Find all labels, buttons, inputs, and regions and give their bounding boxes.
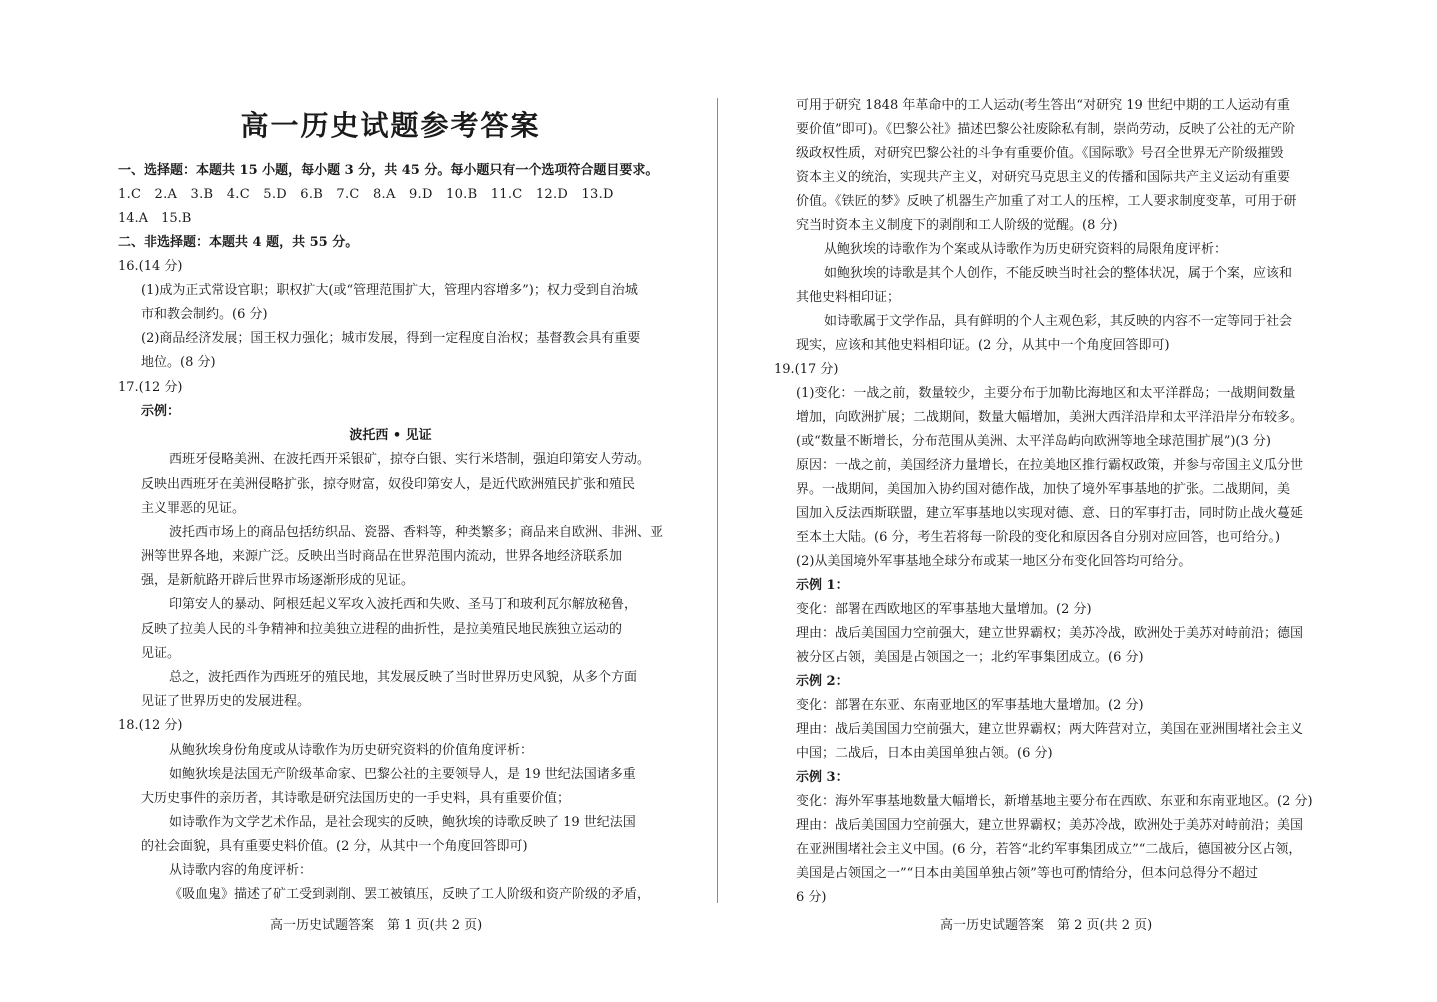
answer-line: 从鲍狄埃身份角度或从诗歌作为历史研究资料的价值角度评析： [169, 743, 534, 758]
answer-line: 强，是新航路开辟后世界市场逐渐形成的见证。 [141, 573, 415, 588]
answer-line: 6 分) [796, 890, 827, 905]
answer-line: 至本土大陆。(6 分，考生若将每一阶段的变化和原因各自分别对应回答，也可给分。) [796, 530, 1281, 545]
example-label: 示例 1： [796, 578, 849, 593]
answer-line: 洲等世界各地，来源广泛。反映出当时商品在世界范围内流动，世界各地经济联系加 [141, 549, 623, 564]
right-page [720, 0, 1437, 1002]
answer-line: 可用于研究 1848 年革命中的工人运动(考生答出“对研究 19 世纪中期的工人运动有重 [796, 98, 1290, 113]
page-title: 高一历史试题参考答案 [240, 109, 541, 142]
answer-line: 现实，应该和其他史料相印证。(2 分，从其中一个角度回答即可) [796, 338, 1170, 353]
essay-title: 波托西 • 见证 [349, 428, 432, 443]
question-number: 17.(12 分) [118, 380, 183, 395]
answer-line: 原因：一战之前，美国经济力量增长，在拉美地区推行霸权政策，并参与帝国主义瓜分世 [796, 458, 1304, 473]
answer-line: 国加入反法西斯联盟，建立军事基地以实现对德、意、日的军事打击，同时防止战火蔓延 [796, 506, 1304, 521]
answer-line: 波托西市场上的商品包括纺织品、瓷器、香料等，种类繁多；商品来自欧洲、非洲、亚 [169, 525, 664, 540]
answer-line: 价值。《铁匠的梦》反映了机器生产加重了对工人的压榨，工人要求制度变革，可用于研 [796, 194, 1297, 209]
section-heading: 一、选择题：本题共 15 小题，每小题 3 分，共 45 分。每小题只有一个选项符合题目要求。 [118, 163, 659, 178]
answer-line: 理由：战后美国国力空前强大，建立世界霸权；美苏冷战，欧洲处于美苏对峙前沿；美国 [796, 818, 1304, 833]
answer-line: 反映了拉美人民的斗争精神和拉美独立进程的曲折性，是拉美殖民地民族独立运动的 [141, 622, 623, 637]
page-divider [717, 98, 718, 903]
answer-line: 变化：部署在西欧地区的军事基地大量增加。(2 分) [796, 602, 1092, 617]
example-label: 示例 2： [796, 674, 849, 689]
answer-line: 变化：海外军事基地数量大幅增长，新增基地主要分布在西欧、东亚和东南亚地区。(2 分) [796, 794, 1313, 809]
answer-line: 如诗歌作为文学艺术作品，是社会现实的反映，鲍狄埃的诗歌反映了 19 世纪法国 [169, 815, 636, 830]
answer-line: 级政权性质，对研究巴黎公社的斗争有重要价值。《国际歌》号召全世界无产阶级摧毁 [796, 146, 1284, 161]
answer-line: 被分区占领，美国是占领国之一；北约军事集团成立。(6 分) [796, 650, 1144, 665]
answer-line: 《吸血鬼》描述了矿工受到剥削、罢工被镇压，反映了工人阶级和资产阶级的矛盾， [169, 887, 651, 902]
answer-line: (2)商品经济发展；国王权力强化；城市发展，得到一定程度自治权；基督教会具有重要 [141, 331, 641, 346]
question-number: 18.(12 分) [118, 718, 183, 733]
answer-line: 见证。 [141, 646, 181, 661]
answer-line: 如鲍狄埃是法国无产阶级革命家、巴黎公社的主要领导人，是 19 世纪法国诸多重 [169, 767, 636, 782]
left-page [0, 0, 718, 1002]
question-number: 19.(17 分) [774, 362, 839, 377]
answer-line: (1)成为正式常设官职；职权扩大(或“管理范围扩大，管理内容增多”)；权力受到自治城 [141, 283, 638, 298]
answer-line: (或“数量不断增长，分布范围从美洲、太平洋岛屿向欧洲等地全球范围扩展”)(3 分) [796, 434, 1271, 449]
answer-line: 要价值”即可)。《巴黎公社》描述巴黎公社废除私有制，崇尚劳动，反映了公社的无产阶 [796, 122, 1296, 137]
answer-line: (2)从美国境外军事基地全球分布或某一地区分布变化回答均可给分。 [796, 554, 1192, 569]
answer-line: 其他史料相印证； [796, 290, 901, 305]
example-label: 示例： [141, 404, 181, 419]
answer-line: 地位。(8 分) [141, 355, 216, 370]
page-footer: 高一历史试题答案 第 2 页(共 2 页) [940, 918, 1153, 933]
answer-line: 界。一战期间，美国加入协约国对德作战，加快了境外军事基地的扩张。二战期间，美 [796, 482, 1291, 497]
answer-line: 在亚洲围堵社会主义中国。(6 分，若答“北约军事集团成立”“二战后，德国被分区占领， [796, 842, 1302, 857]
answer-line: 从鲍狄埃的诗歌作为个案或从诗歌作为历史研究资料的局限角度评析： [824, 242, 1228, 257]
answer-line: 理由：战后美国国力空前强大，建立世界霸权；美苏冷战，欧洲处于美苏对峙前沿；德国 [796, 626, 1304, 641]
section-heading: 二、非选择题：本题共 4 题，共 55 分。 [118, 235, 359, 250]
question-number: 16.(14 分) [118, 259, 183, 274]
answer-line: 见证了世界历史的发展进程。 [141, 694, 311, 709]
answer-line: 1.C 2.A 3.B 4.C 5.D 6.B 7.C 8.A 9.D 10.B 11.C 12.D 13.D [118, 187, 614, 202]
answer-line: 究当时资本主义制度下的剥削和工人阶级的觉醒。(8 分) [796, 218, 1118, 233]
answer-line: 西班牙侵略美洲、在波托西开采银矿，掠夺白银、实行米塔制，强迫印第安人劳动。 [169, 452, 651, 467]
example-label: 示例 3： [796, 770, 849, 785]
answer-line: 的社会面貌，具有重要史料价值。(2 分，从其中一个角度回答即可) [141, 839, 528, 854]
answer-line: 反映出西班牙在美洲侵略扩张，掠夺财富，奴役印第安人，是近代欧洲殖民扩张和殖民 [141, 477, 636, 492]
answer-line: 资本主义的统治，实现共产主义，对研究马克思主义的传播和国际共产主义运动有重要 [796, 170, 1291, 185]
answer-line: 中国；二战后，日本由美国单独占领。(6 分) [796, 746, 1053, 761]
page-footer: 高一历史试题答案 第 1 页(共 2 页) [270, 918, 483, 933]
answer-line: 主义罪恶的见证。 [141, 501, 246, 516]
answer-line: 增加，向欧洲扩展；二战期间，数量大幅增加，美洲大西洋沿岸和太平洋沿岸分布较多。 [796, 410, 1304, 425]
answer-line: 总之，波托西作为西班牙的殖民地，其发展反映了当时世界历史风貌，从多个方面 [169, 670, 638, 685]
answer-line: 大历史事件的亲历者，其诗歌是研究法国历史的一手史料，具有重要价值； [141, 791, 571, 806]
answer-line: 如诗歌属于文学作品，具有鲜明的个人主观色彩，其反映的内容不一定等同于社会 [824, 314, 1293, 329]
answer-line: 市和教会制约。(6 分) [141, 307, 268, 322]
answer-line: 印第安人的暴动、阿根廷起义军攻入波托西和失败、圣马丁和玻利瓦尔解放秘鲁， [169, 597, 638, 612]
answer-line: 如鲍狄埃的诗歌是其个人创作，不能反映当时社会的整体状况，属于个案，应该和 [824, 266, 1293, 281]
answer-line: 从诗歌内容的角度评析： [169, 863, 313, 878]
answer-line: (1)变化：一战之前，数量较少，主要分布于加勒比海地区和太平洋群岛；一战期间数量 [796, 386, 1296, 401]
answer-line: 美国是占领国之一”“日本由美国单独占领”等也可酌情给分，但本问总得分不超过 [796, 866, 1258, 881]
answer-line: 变化：部署在东亚、东南亚地区的军事基地大量增加。(2 分) [796, 698, 1144, 713]
answer-line: 14.A 15.B [118, 211, 192, 226]
answer-line: 理由：战后美国国力空前强大，建立世界霸权；两大阵营对立，美国在亚洲围堵社会主义 [796, 722, 1304, 737]
